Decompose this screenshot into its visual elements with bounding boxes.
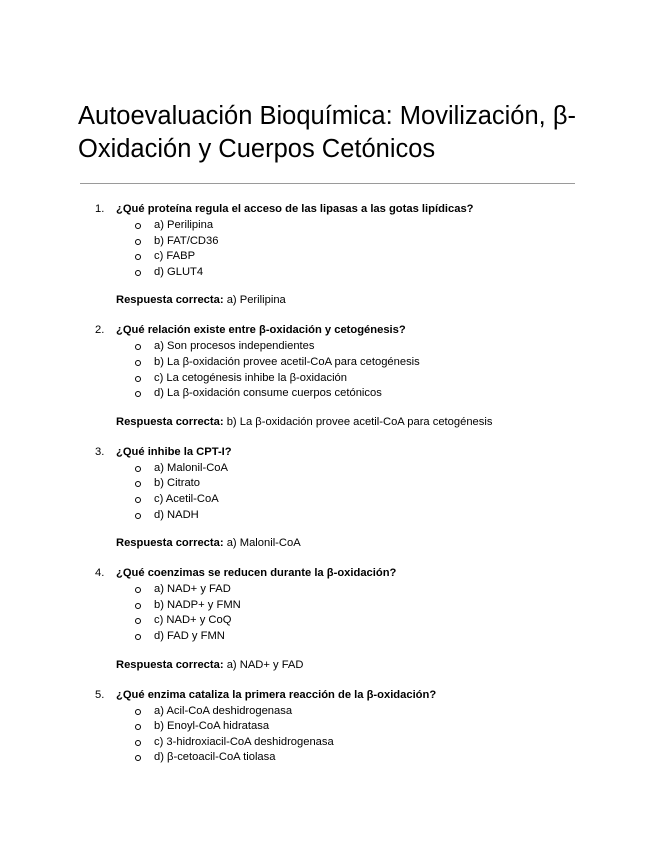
option-item [0,629,655,645]
option-text: b) NADP+ y FMN [154,598,241,611]
option-item [0,598,655,614]
option-list [0,582,655,644]
circle-bullet-icon [135,466,141,472]
question-text: ¿Qué relación existe entre β-oxidación y cetogénesis? [116,324,406,337]
circle-bullet-icon [135,513,141,519]
option-item [0,735,655,751]
question-item [0,687,655,766]
question-line [0,201,655,218]
question-item [0,565,655,673]
answer-label: Respuesta correcta: [116,658,224,671]
question-text: ¿Qué inhibe la CPT-I? [116,445,232,458]
option-item [0,265,655,281]
answer-value: a) NAD+ y FAD [226,658,304,671]
option-item [0,719,655,735]
question-number: 4. [95,567,105,580]
option-text: c) NAD+ y CoQ [154,614,232,627]
option-text: d) FAD y FMN [154,629,225,642]
option-text: a) Malonil-CoA [154,461,228,474]
option-text: c) La cetogénesis inhibe la β-oxidación [154,371,348,384]
option-text: b) La β-oxidación provee acetil-CoA para cetogénesis [154,355,420,368]
question-line [0,322,655,339]
option-text: a) Son procesos independientes [154,340,315,353]
question-text: ¿Qué enzima cataliza la primera reacción de la β-oxidación? [116,688,437,701]
answer-label: Respuesta correcta: [116,294,224,307]
circle-bullet-icon [135,270,141,276]
question-number: 2. [95,324,105,337]
answer-content [116,292,286,309]
circle-bullet-icon [135,376,141,382]
option-list [0,461,655,523]
option-list [0,339,655,401]
option-text: d) La β-oxidación consume cuerpos cetónicos [154,387,382,400]
answer-label: Respuesta correcta: [116,537,224,550]
answer-value: a) Perilipina [226,294,286,307]
option-item [0,508,655,524]
option-item [0,234,655,250]
question-item [0,201,655,309]
question-text: ¿Qué coenzimas se reducen durante la β-oxidación? [116,567,397,580]
option-text: a) Perilipina [154,219,214,231]
question-line [0,565,655,582]
option-text: a) Acil-CoA deshidrogenasa [154,704,293,717]
option-text: c) Acetil-CoA [154,492,219,505]
circle-bullet-icon [135,360,141,366]
document-title: Autoevaluación Bioquímica: Movilización, β-Oxidación y Cuerpos Cetónicos [78,102,576,163]
circle-bullet-icon [135,391,141,397]
answer-content [116,414,492,431]
answer-label: Respuesta correcta: [116,415,224,428]
option-text: c) FABP [154,250,196,263]
option-item [0,704,655,720]
option-text: b) FAT/CD36 [154,234,219,247]
circle-bullet-icon [135,709,141,715]
answer-value: a) Malonil-CoA [226,537,301,550]
question-line [0,444,655,461]
option-text: b) Citrato [154,477,201,490]
circle-bullet-icon [135,239,141,245]
option-text: c) 3-hidroxiacil-CoA deshidrogenasa [154,735,334,748]
option-item [0,613,655,629]
answer-line [0,414,655,431]
circle-bullet-icon [135,497,141,503]
answer-line [0,657,655,674]
option-list [0,704,655,766]
option-text: d) GLUT4 [154,265,204,278]
option-item [0,218,655,234]
question-text: ¿Qué proteína regula el acceso de las lipasas a las gotas lipídicas? [116,203,474,215]
question-number: 5. [95,688,105,701]
title-divider [80,183,575,184]
question-item [0,322,655,430]
question-list [0,201,655,766]
option-text: d) NADH [154,508,199,521]
answer-line [0,535,655,552]
option-text: a) NAD+ y FAD [154,583,231,596]
circle-bullet-icon [135,634,141,640]
question-line [0,687,655,704]
question-number: 1. [95,203,105,215]
question-number: 3. [95,445,105,458]
option-text: d) β-cetoacil-CoA tiolasa [154,751,276,764]
option-item [0,249,655,265]
question-item [0,444,655,552]
circle-bullet-icon [135,254,141,260]
circle-bullet-icon [135,587,141,593]
circle-bullet-icon [135,223,141,229]
option-item [0,355,655,371]
circle-bullet-icon [135,724,141,730]
option-list [0,218,655,280]
option-item [0,582,655,598]
circle-bullet-icon [135,344,141,350]
circle-bullet-icon [135,618,141,624]
circle-bullet-icon [135,603,141,609]
answer-content [116,535,301,552]
answer-line [0,292,655,309]
option-text: b) Enoyl-CoA hidratasa [154,720,270,733]
option-item [0,492,655,508]
circle-bullet-icon [135,481,141,487]
option-item [0,371,655,387]
circle-bullet-icon [135,755,141,761]
option-item [0,339,655,355]
answer-value: b) La β-oxidación provee acetil-CoA para cetogénesis [226,415,493,428]
option-item [0,386,655,402]
circle-bullet-icon [135,740,141,746]
option-item [0,750,655,766]
option-item [0,476,655,492]
answer-content [116,657,303,674]
option-item [0,461,655,477]
